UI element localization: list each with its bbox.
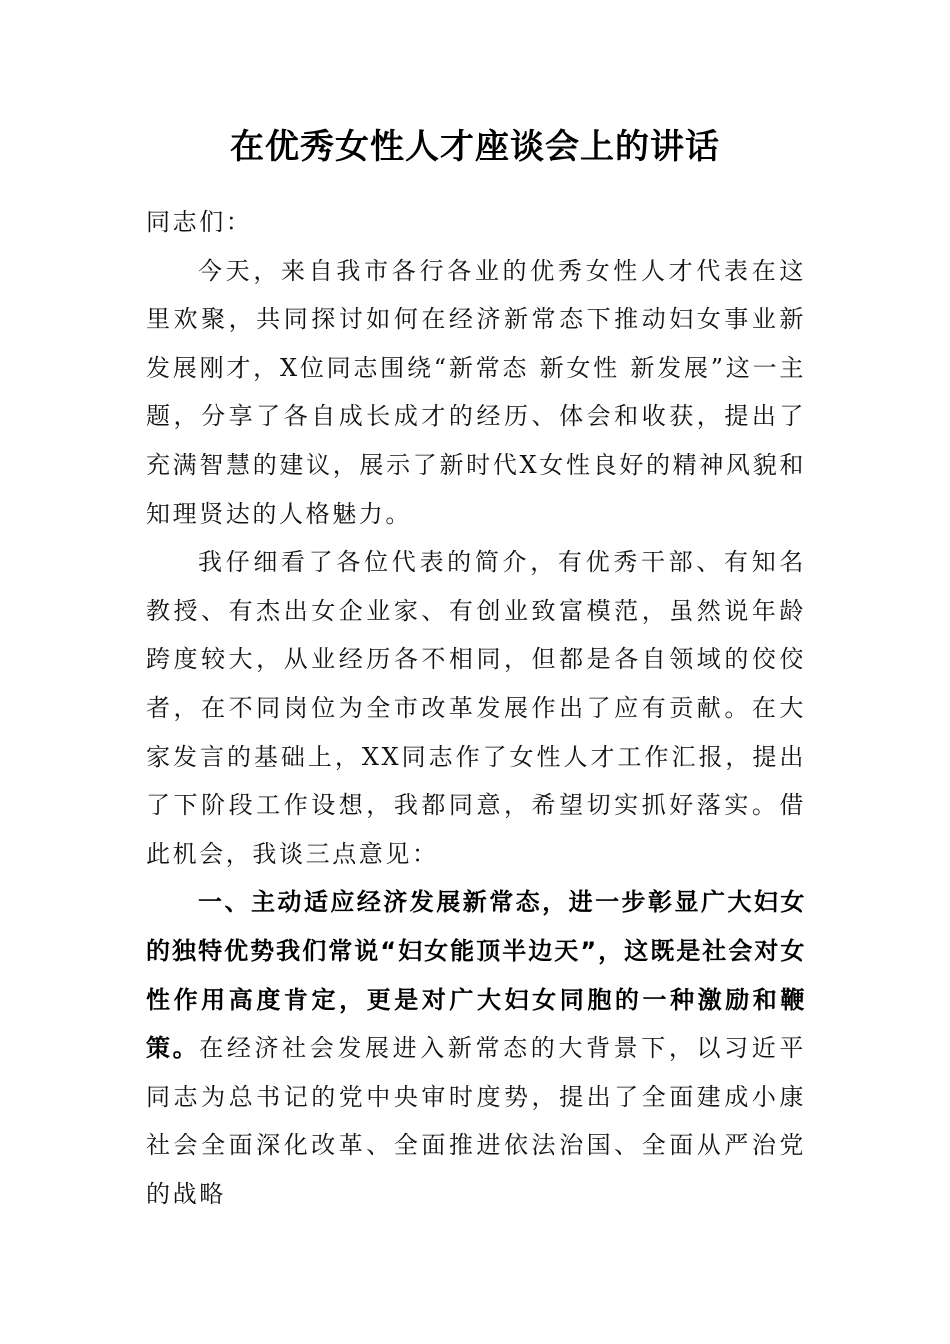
paragraph-1: 今天，来自我市各行各业的优秀女性人才代表在这里欢聚，共同探讨如何在经济新常态下推动妇女事业新发展刚才，X位同志围绕“新常态 新女性 新发展”这一主题，分享了各自成长成才的经历、体会和收获，提出了充满智慧的建议，展示了新时代X女性良好的精神风貌和知理贤达的人格魅力。 bbox=[146, 256, 806, 528]
paragraph-3-body: 在经济社会发展进入新常态的大背景下，以习近平同志为总书记的党中央审时度势，提出了全面建成小康社会全面深化改革、全面推进依法治国、全面从严治党的战略 bbox=[146, 1034, 807, 1208]
paragraph-3 bbox=[146, 878, 806, 1218]
section-heading-1: 一、主动适应经济发展新常态，进一步彰显广大妇女的独特优势我们常说“妇女能顶半边天”，这既是社会对女性作用高度肯定，更是对广大妇女同胞的一种激励和鞭策。 bbox=[146, 888, 806, 1063]
paragraph-2: 我仔细看了各位代表的简介，有优秀干部、有知名教授、有杰出女企业家、有创业致富模范，虽然说年龄跨度较大，从业经历各不相同，但都是各自领域的佼佼者，在不同岗位为全市改革发展作出了应有贡献。在大家发言的基础上，XX同志作了女性人才工作汇报，提出了下阶段工作设想，我都同意，希望切实抓好落实。借此机会，我谈三点意见： bbox=[146, 548, 806, 868]
document-body bbox=[146, 198, 806, 1218]
salutation: 同志们： bbox=[146, 208, 253, 236]
document-title: 在优秀女性人才座谈会上的讲话 bbox=[230, 127, 720, 167]
